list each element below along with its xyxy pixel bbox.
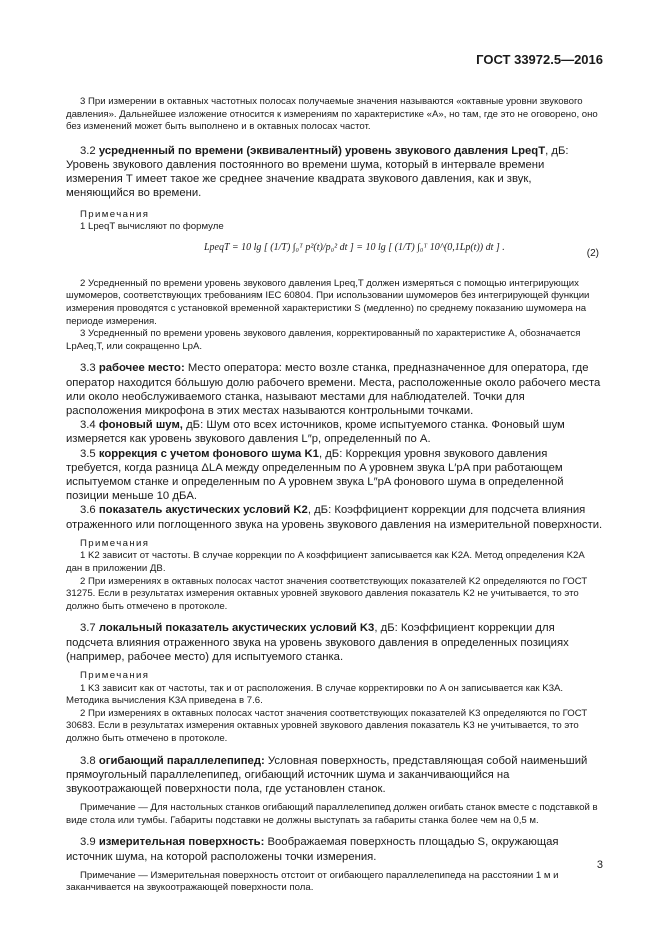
section-text: Место оператора: место возле станка, предназначенное для оператора, где оператор находится бóльшую долю рабочего времени. Места, расположенные около рабочего места или около необслуживаемого станка, называют местами для наблюдателей. Точки для расположения микрофона в этих местах называются контрольными точками.	[66, 362, 601, 417]
section-3-9	[66, 835, 603, 863]
section-text: дБ: Шум ото всех источников, кроме испытуемого станка. Фоновый шум измеряется как уровень звукового давления L″p, определенный по A.	[66, 419, 565, 446]
section-number: 3.4	[80, 419, 96, 432]
notes-heading: Примечания	[80, 537, 150, 549]
section-term: измерительная поверхность:	[98, 836, 265, 849]
note-3-7-2: 2 При измерениях в октавных полосах частот значения соответствующих показателей K3 определяются по ГОСТ 30683. Если в результатах измерения октавных уровней звукового давления показатель K3 не учитывается, то это должно быть отмечено в протоколе.	[66, 707, 588, 744]
section-text: , дБ: Коэффициент коррекции для подсчета влияния отраженного или поглощенного звука на уровень звукового давления на измерительной поверхности.	[66, 504, 603, 531]
note-3-2-1: 1 LpeqT вычисляют по формуле	[80, 221, 224, 233]
section-term: фоновый шум,	[98, 419, 183, 432]
formula-number: (2)	[586, 247, 599, 259]
note-3-6-1: 1 K2 зависит от частоты. В случае коррекции по A коэффициент записывается как K2A. Метод определения K2A дан в приложении ДВ.	[66, 550, 585, 574]
notes-heading: Примечания	[80, 669, 150, 681]
section-3-3	[66, 361, 603, 418]
section-3-6	[66, 503, 603, 531]
section-3-7	[66, 621, 603, 664]
note-top: 3 При измерении в октавных частотных полосах получаемые значения называются «октавные уровни звукового давления». Дальнейшее изложение относится к измерениям по характеристике «A», но там, где это не оговорено, оно без изменений может быть выполнено и в октавных полосах частот.	[66, 96, 598, 133]
section-text: , дБ: Коррекция уровня звукового давления требуется, когда разница ΔLA между определенным по A уровнем звука L′pA при работающем испытуемом станке и определенным по A уровнем звука L″pA фонового шума в определенной позиции меньше 10 дБA.	[66, 447, 564, 503]
section-term: коррекция с учетом фонового шума K1	[98, 447, 319, 460]
section-term: усредненный по времени (эквивалентный) уровень звукового давления LpeqT	[98, 144, 546, 157]
section-number: 3.5	[80, 447, 96, 460]
section-number: 3.2	[80, 144, 96, 157]
note-3-2-3: 3 Усредненный по времени уровень звукового давления, корректированный по характеристике A, обозначается LpAeq,T, или сокращенно LpA.	[66, 328, 581, 352]
document-code: ГОСТ 33972.5—2016	[476, 52, 603, 67]
section-term: огибающий параллелепипед:	[98, 754, 265, 767]
note-3-9: Примечание — Измерительная поверхность отстоит от огибающего параллелепипеда на расстоянии 1 м и заканчивается на звукоотражающей поверхности пола.	[66, 869, 559, 894]
section-number: 3.3	[80, 362, 96, 375]
formula-2	[66, 234, 603, 278]
note-3-8: Примечание — Для настольных станков огибающий параллелепипед должен огибать станок вместе с подставкой в виде стола или тумбы. Габариты подставки не должны выступать за габариты станка более чем на 0,5 м.	[66, 802, 598, 826]
section-term: локальный показатель акустических условий K3	[98, 622, 375, 635]
section-text: , дБ: Уровень звукового давления постоянного во времени шума, который в интервале времени измерения T имеет такое же среднее значение квадрата звукового давления, как и звук, меняющийся во времени.	[66, 144, 569, 200]
section-text: Условная поверхность, представляющая собой наименьший прямоугольный параллелепипед, огибающий источник шума и заканчивающийся на звукоотражающей поверхности пола, где установлен станок.	[66, 754, 588, 795]
section-text: Воображаемая поверхность площадью S, окружающая источник шума, на которой расположены точки измерения.	[66, 836, 559, 863]
page-number: 3	[596, 859, 603, 871]
formula-expression: LpeqT = 10 lg [ (1/T) ∫₀ᵀ p²(t)/p₀² dt ] = 10 lg [ (1/T) ∫₀ᵀ 10^(0,1Lp(t)) dt ] .	[204, 241, 505, 253]
section-term: показатель акустических условий K2	[98, 504, 308, 517]
section-3-5	[66, 447, 603, 504]
section-number: 3.8	[80, 754, 96, 767]
section-3-8	[66, 754, 603, 797]
note-3-2-2: 2 Усредненный по времени уровень звукового давления Lpeq,T должен измеряться с помощью интегрирующих шумомеров, соответствующих требованиям IEC 60804. При использовании шумомеров без интегрирующей функции измерения проводятся с установкой временной характеристики S (медленно) по среднему показанию шумомера на периоде измерения.	[66, 277, 590, 327]
section-term: рабочее место:	[98, 362, 185, 375]
section-text: , дБ: Коэффициент коррекции для подсчета влияния отраженного звука на уровень звукового давления в определенных позициях (например, рабочее место) для испытуемого станка.	[66, 622, 569, 663]
section-number: 3.7	[80, 622, 96, 635]
note-3-6-2: 2 При измерениях в октавных полосах частот значения соответствующих показателей K2 определяются по ГОСТ 31275. Если в результатах измерения октавных уровней звукового давления показатель K2 не учитывается, то это должно быть отмечено в протоколе.	[66, 575, 588, 612]
notes-heading: Примечания	[80, 208, 150, 220]
section-number: 3.6	[80, 504, 96, 517]
note-3-7-1: 1 K3 зависит как от частоты, так и от расположения. В случае корректировки по A он записывается как K3A. Методика вычисления K3A приведена в 7.6.	[66, 682, 564, 707]
section-number: 3.9	[80, 836, 96, 849]
section-3-2	[66, 144, 603, 201]
section-3-4	[66, 418, 603, 446]
